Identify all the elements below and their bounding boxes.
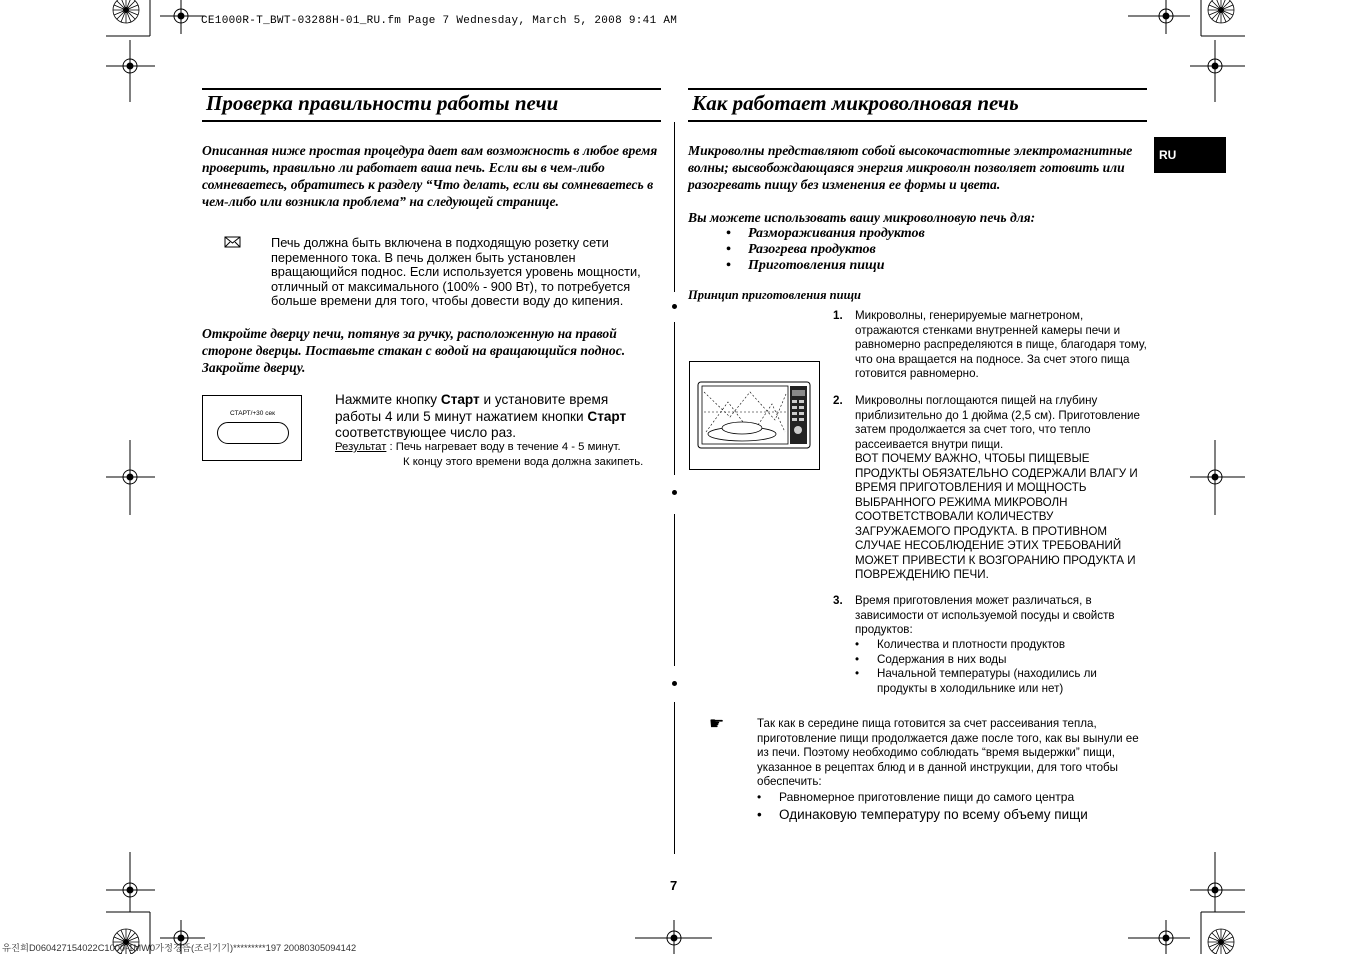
list-item: • Начальной температуры (находились ли продукты в холодильнике или нет) xyxy=(855,667,1145,696)
result-text-1: : Печь нагревает воду в течение 4 - 5 минут. xyxy=(386,441,621,453)
microwave-illustration xyxy=(689,361,820,470)
principle-item-3: Время приготовления может различаться, в зависимости от используемой посуды и свойств продуктов: xyxy=(855,594,1115,636)
start-button-panel xyxy=(202,395,302,461)
divider-dot xyxy=(672,490,677,495)
press-bold-1: Старт xyxy=(440,392,480,407)
left-intro: Описанная ниже простая процедура дает вам возможность в любое время проверить, правильно ли работает ваша печь. Если вы в чем-либо сомневаетесь, обратитесь к разделу “Что делать, если вы сомневаетесь в чем-либо или возникла проблема” на следующей странице. xyxy=(202,143,658,209)
right-title-rule-top xyxy=(688,88,1147,90)
tip-bullets xyxy=(757,790,1142,823)
left-title-rule-bottom xyxy=(202,120,661,122)
column-divider xyxy=(674,702,675,854)
start-button-label: СТАРТ/+30 сек xyxy=(230,410,275,417)
list-item: • Содержания в них воды xyxy=(855,653,1145,668)
list-item: • Равномерное приготовление пищи до самого центра xyxy=(757,790,1142,806)
item-number: 2. xyxy=(833,394,843,407)
result-line-2: К концу этого времени вода должна закипеть. xyxy=(403,456,644,468)
divider-dot xyxy=(672,681,677,686)
left-note: Печь должна быть включена в подходящую розетку сети переменного тока. В печь должен быть установлен вращающийся поднос. Если используется уровень мощности, отличный от максимального (100% - 900 Вт), то потребуется больше времени для того, чтобы довести воду до кипения. xyxy=(271,235,641,308)
press-bold-2: Старт xyxy=(587,408,627,424)
file-header: CE1000R-T_BWT-03288H-01_RU.fm Page 7 Wednesday, March 5, 2008 9:41 AM xyxy=(201,15,678,27)
principle-item-1: Микроволны, генерируемые магнетроном, отражаются стенками внутренней камеры печи и равномерно распределяются в пище, благодаря тому, что она вращается на подносе. За счет этого пища готовится равномерно. xyxy=(855,309,1147,380)
list-item: • Количества и плотности продуктов xyxy=(855,638,1145,653)
pointing-hand-icon: ☛ xyxy=(709,714,725,733)
list-item: • Разогрева продуктов xyxy=(726,242,1126,258)
result-line-1 xyxy=(335,441,621,453)
list-item: • Размораживания продуктов xyxy=(726,226,1126,242)
uses-list xyxy=(726,226,1126,274)
principle-heading: Принцип приготовления пищи xyxy=(688,288,861,302)
left-title-rule-top xyxy=(202,88,661,90)
principle-item-2-warning: ВОТ ПОЧЕМУ ВАЖНО, ЧТОБЫ ПИЩЕВЫЕ ПРОДУКТЫ ОБЯЗАТЕЛЬНО СОДЕРЖАЛИ ВЛАГУ И ВРЕМЯ ПРИГОТОВЛЕНИЯ И МОЩНОСТЬ ВЫБРАННОГО РЕЖИМА МИКРОВОЛН СООТВЕТСТВОВАЛИ КОЛИЧЕСТВУ ЗАГРУЖАЕМОГО ПРОДУКТА. В ПРОТИВНОМ СЛУЧАЕ НЕСОБЛЮДЕНИЕ ЭТИХ ТРЕБОВАНИЙ МОЖЕТ ПРИВЕСТИ К ВОЗГОРАНИЮ ПРОДУКТА И ПОВРЕЖДЕНИЮ ПЕЧИ. xyxy=(855,452,1138,581)
standing-time-tip: Так как в середине пища готовится за счет рассеивания тепла, приготовление пищи продолжается даже после того, как вы вынули ее из печи. Поэтому необходимо соблюдать “время выдержки” пищи, указанное в рецептах блюд и в данной инструкции, для того чтобы обеспечить: xyxy=(757,717,1139,788)
divider-dot xyxy=(672,304,677,309)
page-number: 7 xyxy=(670,878,678,893)
press-text-3: соответствующее число раз. xyxy=(335,425,516,440)
result-label: Результат xyxy=(335,441,387,453)
uses-lead: Вы можете использовать вашу микроволновую печь для: xyxy=(688,210,1036,225)
press-text-1: Нажмите кнопку xyxy=(335,392,441,407)
column-divider xyxy=(674,122,675,292)
press-text-2: и установите время работы 4 или 5 минут нажатием кнопки xyxy=(335,392,609,424)
list-item: • Одинаковую температуру по всему объему пищи xyxy=(757,806,1142,823)
left-page-title: Проверка правильности работы печи xyxy=(206,91,559,115)
left-step: Откройте дверцу печи, потянув за ручку, расположенную на правой стороне дверцы. Поставьте стакан с водой на вращающийся поднос. Закройте дверцу. xyxy=(202,326,626,375)
envelope-note-icon xyxy=(224,236,242,254)
column-divider xyxy=(674,322,675,475)
right-intro: Микроволны представляют собой высокочастотные электромагнитные волны; высвобождающаяся энергия микроволн позволяет готовить или разогревать пищу без изменения ее формы и цвета. xyxy=(688,143,1133,192)
language-tab xyxy=(1154,137,1226,173)
right-page-title: Как работает микроволновая печь xyxy=(692,91,1019,115)
item-3-bullets xyxy=(855,638,1145,696)
principle-item-2: Микроволны поглощаются пищей на глубину приблизительно до 1 дюйма (2,5 см). Приготовление затем продолжается за счет того, что тепло рассеивается внутри пищи. xyxy=(855,394,1140,451)
list-item: • Приготовления пищи xyxy=(726,258,1126,274)
item-number: 1. xyxy=(833,309,843,322)
column-divider xyxy=(674,514,675,666)
item-number: 3. xyxy=(833,594,843,607)
right-title-rule-bottom xyxy=(688,120,1147,122)
language-tab-label: RU xyxy=(1159,148,1177,162)
start-button[interactable] xyxy=(217,422,289,444)
footer-code: 유진희D060427154022C1000-1MW0가정경뜸(조리기기)*********197 20080305094142 xyxy=(2,943,357,953)
press-start-instruction xyxy=(335,392,655,442)
